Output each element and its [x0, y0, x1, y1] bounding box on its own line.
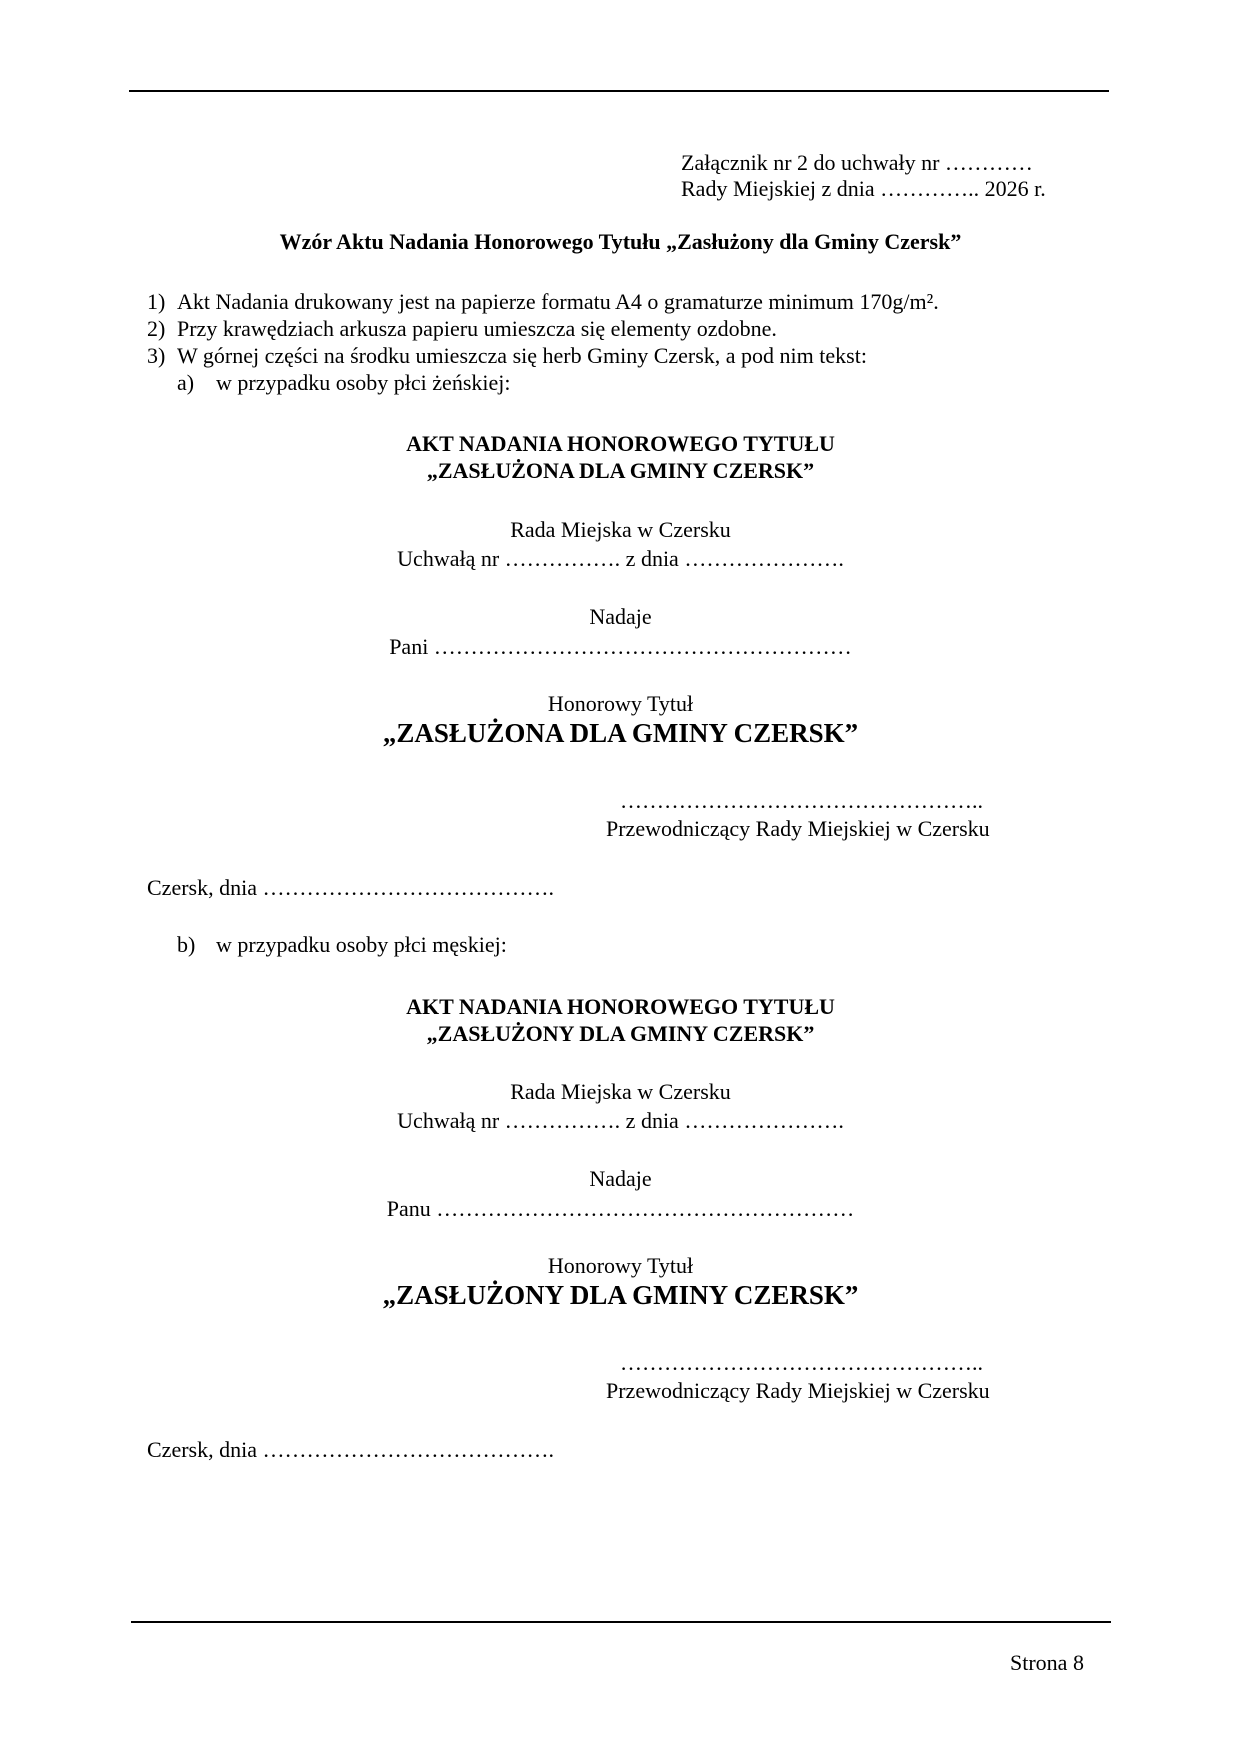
act-heading-line-2: „ZASŁUŻONA DLA GMINY CZERSK” — [426, 458, 815, 483]
list-item-number: 2) — [147, 316, 166, 341]
sub-item-label: a) — [177, 370, 195, 395]
act-heading-line-2: „ZASŁUŻONY DLA GMINY CZERSK” — [426, 1021, 815, 1046]
sub-item-label: b) — [177, 932, 196, 957]
sub-item-a — [177, 369, 511, 396]
sub-item-text: w przypadku osoby płci żeńskiej: — [216, 370, 511, 395]
place-date-line: Czersk, dnia …………………………………. — [147, 1437, 554, 1462]
resolution-line: Uchwałą nr ……………. z dnia …………………. — [397, 1108, 844, 1133]
honorary-title-big: „ZASŁUŻONA DLA GMINY CZERSK” — [382, 718, 859, 748]
act-heading-line-1: AKT NADANIA HONOROWEGO TYTUŁU — [406, 431, 835, 456]
recipient-line: Panu ………………………………………………… — [386, 1196, 855, 1221]
grants-text: Nadaje — [589, 604, 652, 629]
header-rule — [129, 90, 1109, 92]
list-item-text: W górnej części na środku umieszcza się herb Gminy Czersk, a pod nim tekst: — [177, 343, 867, 368]
honorary-title-label: Honorowy Tytuł — [547, 691, 694, 716]
grants-text: Nadaje — [589, 1166, 652, 1191]
council-name: Rada Miejska w Czersku — [510, 1079, 731, 1104]
document-title: Wzór Aktu Nadania Honorowego Tytułu „Zasłużony dla Gminy Czersk” — [279, 229, 962, 254]
sub-item-b — [177, 931, 507, 958]
list-item — [147, 342, 939, 369]
list-item-text: Akt Nadania drukowany jest na papierze formatu A4 o gramaturze minimum 170g/m². — [177, 289, 939, 314]
page-number: Strona 8 — [1010, 1650, 1084, 1675]
list-item — [147, 288, 939, 315]
signature-dots: ………………………………………….. — [620, 1350, 983, 1375]
signature-dots: ………………………………………….. — [620, 788, 983, 813]
recipient-line: Pani ………………………………………………… — [389, 634, 852, 659]
footer-rule — [131, 1621, 1111, 1623]
honorary-title-big: „ZASŁUŻONY DLA GMINY CZERSK” — [382, 1280, 859, 1310]
honorary-title-label: Honorowy Tytuł — [547, 1253, 694, 1278]
place-date-line: Czersk, dnia …………………………………. — [147, 875, 554, 900]
instructions-list — [147, 288, 939, 369]
attachment-line-2: Rady Miejskiej z dnia ………….. 2026 r. — [681, 176, 1046, 201]
list-item-text: Przy krawędziach arkusza papieru umieszcza się elementy ozdobne. — [177, 316, 777, 341]
list-item-number: 1) — [147, 289, 166, 314]
attachment-line-1: Załącznik nr 2 do uchwały nr ………… — [681, 150, 1033, 175]
signature-label: Przewodniczący Rady Miejskiej w Czersku — [606, 1378, 990, 1403]
list-item — [147, 315, 939, 342]
sub-item-text: w przypadku osoby płci męskiej: — [216, 932, 507, 957]
list-item-number: 3) — [147, 343, 166, 368]
act-heading-line-1: AKT NADANIA HONOROWEGO TYTUŁU — [406, 994, 835, 1019]
resolution-line: Uchwałą nr ……………. z dnia …………………. — [397, 546, 844, 571]
signature-label: Przewodniczący Rady Miejskiej w Czersku — [606, 816, 990, 841]
council-name: Rada Miejska w Czersku — [510, 517, 731, 542]
